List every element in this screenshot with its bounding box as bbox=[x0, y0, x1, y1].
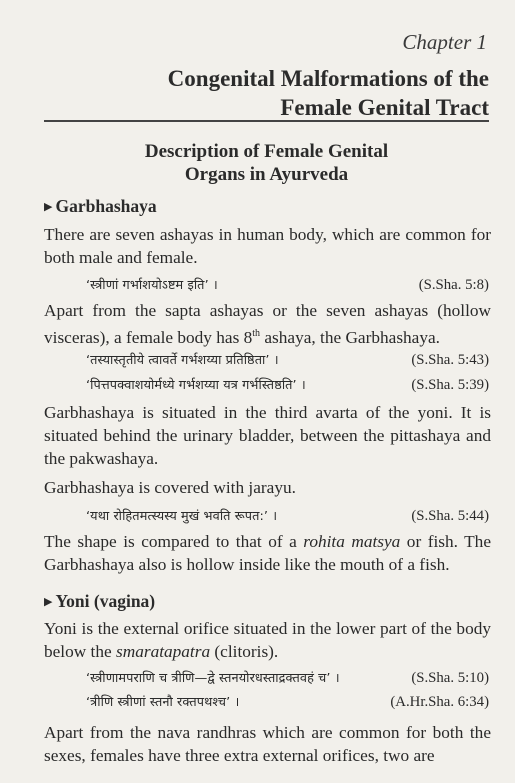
verse-reference: (S.Sha. 5:8) bbox=[418, 277, 489, 293]
verse-row bbox=[86, 692, 489, 711]
title-rule bbox=[44, 120, 489, 122]
verse-row bbox=[86, 668, 489, 687]
paragraph-text: Apart from the sapta ashayas or the seven ashayas (hollow visceras), a female body has 8 bbox=[44, 301, 491, 347]
triangle-bullet-icon: ▶ bbox=[44, 201, 53, 213]
paragraph bbox=[44, 530, 491, 576]
sanskrit-verse: ‘तस्यास्तृतीये त्वावर्ते गर्भशय्या प्रतिष्ठिता’ । bbox=[86, 353, 279, 368]
paragraph: Garbhashaya is covered with jarayu. bbox=[44, 478, 296, 497]
italic-term: smaratapatra bbox=[116, 642, 211, 661]
superscript: th bbox=[252, 328, 261, 339]
section-title-line-1: Description of Female Genital bbox=[144, 141, 389, 162]
paragraph-text: ashaya, the Garbhashaya. bbox=[260, 327, 440, 347]
paragraph: Garbhashaya is situated in the third avarta of the yoni. It is situated behind the urinary bladder, between the pittashaya and the pakwashaya. bbox=[44, 403, 491, 468]
sanskrit-verse: ‘स्त्रीणामपराणि च त्रीणि—द्वे स्तनयोरधस्ताद्रक्तवहं च’ । bbox=[86, 671, 340, 686]
verse-reference: (A.Hr.Sha. 6:34) bbox=[390, 694, 489, 710]
paragraph-text: or fish. The Garbhashaya also is hollow inside like the mouth of a fish. bbox=[44, 532, 491, 574]
subheading-garbhashaya-label: Garbhashaya bbox=[55, 196, 157, 216]
chapter-title-line-1: Congenital Malformations of the bbox=[167, 66, 489, 91]
verse-row bbox=[86, 375, 489, 394]
paragraph-text: (clitoris). bbox=[210, 642, 279, 661]
section-title bbox=[44, 140, 489, 186]
italic-term: rohita matsya bbox=[303, 532, 401, 551]
chapter-title bbox=[168, 64, 489, 122]
paragraph bbox=[44, 617, 491, 663]
verse-reference: (S.Sha. 5:43) bbox=[411, 352, 489, 368]
verse-row bbox=[86, 275, 489, 294]
subheading-yoni-label: Yoni (vagina) bbox=[55, 591, 156, 611]
sanskrit-verse: ‘पित्तपक्वाशयोर्मध्ये गर्भशय्या यत्र गर्भस्तिष्ठति’ । bbox=[86, 378, 306, 393]
sanskrit-verse: ‘स्त्रीणां गर्भाशयोऽष्टम इति’ । bbox=[86, 278, 218, 293]
verse-row bbox=[86, 350, 489, 369]
paragraph: There are seven ashayas in human body, which are common for both male and female. bbox=[44, 225, 491, 267]
chapter-title-line-2: Female Genital Tract bbox=[280, 95, 489, 120]
paragraph-text: The shape is compared to that of a bbox=[44, 532, 304, 551]
paragraph bbox=[44, 299, 491, 349]
sanskrit-verse: ‘त्रीणि स्त्रीणां स्तनौ रक्तपथश्च’ । bbox=[86, 695, 240, 710]
triangle-bullet-icon: ▶ bbox=[44, 596, 53, 608]
sanskrit-verse: ‘यथा रोहितमत्स्यस्य मुखं भवति रूपत:’ । bbox=[86, 509, 278, 524]
subheading-yoni bbox=[44, 591, 155, 612]
subheading-garbhashaya bbox=[44, 196, 157, 217]
section-title-line-2: Organs in Ayurveda bbox=[184, 164, 349, 185]
chapter-label: Chapter 1 bbox=[402, 30, 487, 54]
verse-reference: (S.Sha. 5:39) bbox=[411, 377, 489, 393]
paragraph-text: Yoni is the external orifice situated in the lower part of the body below the bbox=[44, 619, 491, 661]
verse-row bbox=[86, 506, 489, 525]
verse-reference: (S.Sha. 5:10) bbox=[411, 670, 489, 686]
paragraph: Apart from the nava randhras which are common for both the sexes, females have three extra external orifices, two are bbox=[44, 723, 491, 765]
verse-reference: (S.Sha. 5:44) bbox=[411, 508, 489, 524]
